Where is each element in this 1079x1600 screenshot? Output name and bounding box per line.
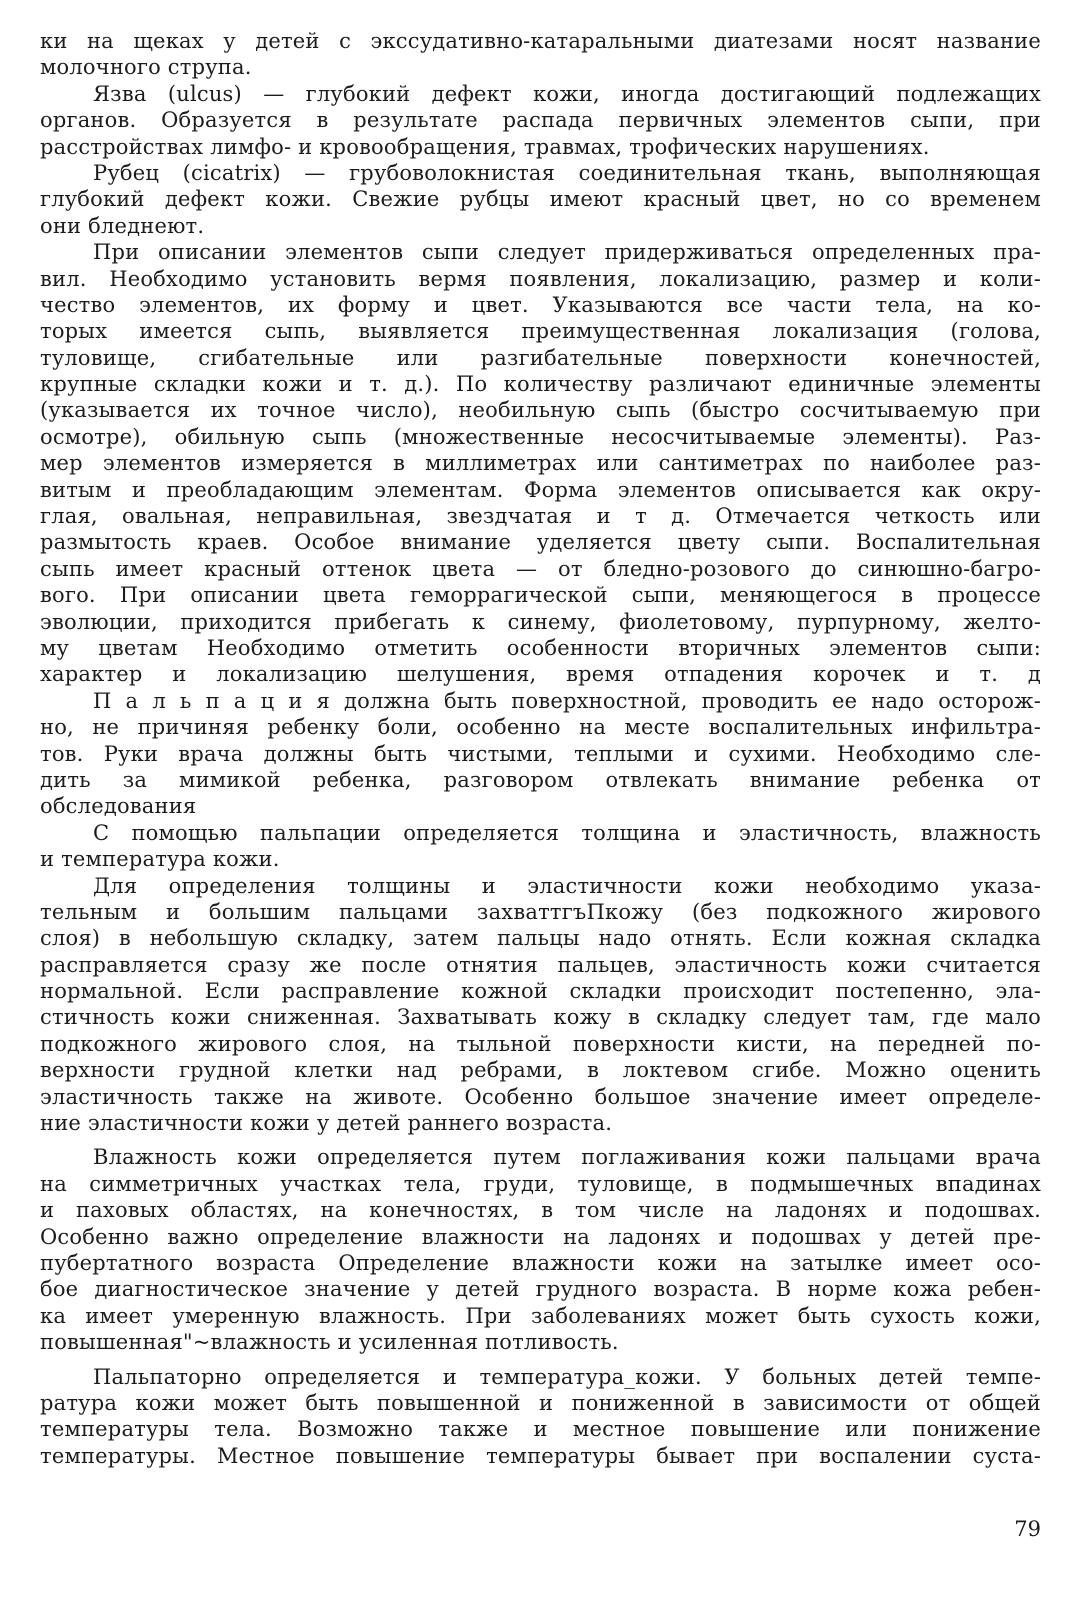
text-line: но, не причиняя ребенку боли, особенно на месте воспалительных инфильтра- — [40, 715, 1041, 740]
text-line: размытость краев. Особое внимание уделяется цвету сыпи. Воспалительная — [40, 530, 1041, 555]
text-line: мер элементов измеряется в миллиметрах или сантиметрах по наиболее раз- — [40, 451, 1041, 476]
text-line: Особенно важно определение влажности на ладонях и подошвах у детей пре- — [40, 1224, 1041, 1249]
text-line: сыпь имеет красный оттенок цвета — от бледно-розового до синюшно-багро- — [40, 556, 1041, 581]
text-line: Рубец (cicatrix) — грубоволокнистая соединительная ткань, выполняющая — [93, 160, 1041, 185]
text-line: ка имеет умеренную влажность. При заболеваниях может быть сухость кожи, — [40, 1303, 1041, 1328]
paragraph-gap — [40, 1356, 1041, 1364]
text-line: и температура кожи. — [40, 847, 280, 872]
text-line: ратура кожи может быть повышенной и пониженной в зависимости от общей — [40, 1390, 1041, 1415]
text-line: чество элементов, их форму и цвет. Указываются все части тела, на ко- — [40, 292, 1041, 317]
text-line: дить за мимикой ребенка, разговором отвлекать внимание ребенка от — [40, 767, 1041, 792]
text-line: осмотре), обильную сыпь (множественные несосчитываемые элементы). Раз- — [40, 424, 1041, 449]
text-line: температуры. Местное повышение температуры бывает при воспалении суста- — [40, 1443, 1041, 1468]
paragraph-gap — [40, 1136, 1041, 1144]
text-line: тов. Руки врача должны быть чистыми, теплыми и сухими. Необходимо сле- — [40, 741, 1041, 766]
text-line: вил. Необходимо установить вермя появления, локализацию, размер и коли- — [40, 266, 1041, 291]
text-line: С помощью пальпации определяется толщина и эластичность, влажность — [93, 820, 1041, 845]
text-line: на симметричных участках тела, груди, туловище, в подмышечных впадинах — [40, 1171, 1041, 1196]
text-line: Пальпаторно определяется и температура_кожи. У больных детей темпе- — [93, 1364, 1041, 1389]
text-line: вого. При описании цвета геморрагической сыпи, меняющегося в процессе — [40, 583, 1041, 608]
text-line: нормальной. Если расправление кожной складки происходит постепенно, эла- — [40, 979, 1041, 1004]
text-line: они бледнеют. — [40, 213, 205, 238]
text-line: характер и локализацию шелушения, время отпадения корочек и т. д — [40, 662, 1041, 687]
text-line: верхности грудной клетки над ребрами, в локтевом сгибе. Можно оценить — [40, 1058, 1041, 1083]
text-line: обследования — [40, 794, 197, 819]
text-line: и паховых областях, на конечностях, в том числе на ладонях и подошвах. — [40, 1198, 1041, 1223]
text-line: температуры тела. Возможно также и местное повышение или понижение — [40, 1417, 1041, 1442]
text-line: слоя) в небольшую складку, затем пальцы надо отнять. Если кожная складка — [40, 926, 1041, 951]
text-line: расстройствах лимфо- и кровообращения, травмах, трофических нарушениях. — [40, 134, 930, 159]
text-line: повышенная"~влажность и усиленная потливость. — [40, 1330, 619, 1355]
text-line: му цветам Необходимо отметить особенности вторичных элементов сыпи: — [40, 635, 1041, 660]
page-number: 79 — [1014, 1517, 1041, 1541]
text-line: крупные складки кожи и т. д.). По количеству различают единичные элементы — [40, 372, 1041, 397]
text-line: ние эластичности кожи у детей раннего возраста. — [40, 1111, 613, 1136]
text-line: П а л ь п а ц и я должна быть поверхностной, проводить ее надо осторож- — [93, 688, 1041, 713]
text-line: расправляется сразу же после отнятия пальцев, эластичность кожи считается — [40, 952, 1041, 977]
text-line: Язва (ulcus) — глубокий дефект кожи, иногда достигающий подлежащих — [93, 81, 1041, 106]
text-line: органов. Образуется в результате распада первичных элементов сыпи, при — [40, 108, 1041, 133]
text-line: торых имеется сыпь, выявляется преимущественная локализация (голова, — [40, 319, 1041, 344]
text-line: туловище, сгибательные или разгибательные поверхности конечностей, — [40, 345, 1041, 370]
text-line: витым и преобладающим элементам. Форма элементов описывается как окру- — [40, 477, 1041, 502]
text-line: молочного струпа. — [40, 55, 252, 80]
text-line: подкожного жирового слоя, на тыльной поверхности кисти, на передней по- — [40, 1031, 1041, 1056]
text-line: ки на щеках у детей с экссудативно-катаральными диатезами носят название — [40, 29, 1041, 53]
text-line: стичность кожи сниженная. Захватывать кожу в складку следует там, где мало — [40, 1005, 1041, 1030]
text-line: эволюции, приходится прибегать к синему, фиолетовому, пурпурному, желто- — [40, 609, 1041, 634]
text-line: При описании элементов сыпи следует придерживаться определенных пра- — [93, 240, 1041, 265]
text-line: тельным и большим пальцами захваттгъПкожу (без подкожного жирового — [40, 899, 1041, 924]
text-line: Для определения толщины и эластичности кожи необходимо указа- — [93, 873, 1041, 898]
page-text-body — [40, 28, 1041, 1469]
text-line: пубертатного возраста Определение влажности кожи на затылке имеет осо- — [40, 1250, 1041, 1275]
text-line: Влажность кожи определяется путем поглаживания кожи пальцами врача — [93, 1145, 1041, 1170]
text-line: глубокий дефект кожи. Свежие рубцы имеют красный цвет, но со временем — [40, 187, 1041, 212]
text-line: эластичность также на животе. Особенно большое значение имеет определе- — [40, 1084, 1041, 1109]
text-line: бое диагностическое значение у детей грудного возраста. В норме кожа ребен- — [40, 1277, 1041, 1302]
text-line: глая, овальная, неправильная, звездчатая и т д. Отмечается четкость или — [40, 504, 1041, 529]
text-line: (указывается их точное число), необильную сыпь (быстро сосчитываемую при — [40, 398, 1041, 423]
